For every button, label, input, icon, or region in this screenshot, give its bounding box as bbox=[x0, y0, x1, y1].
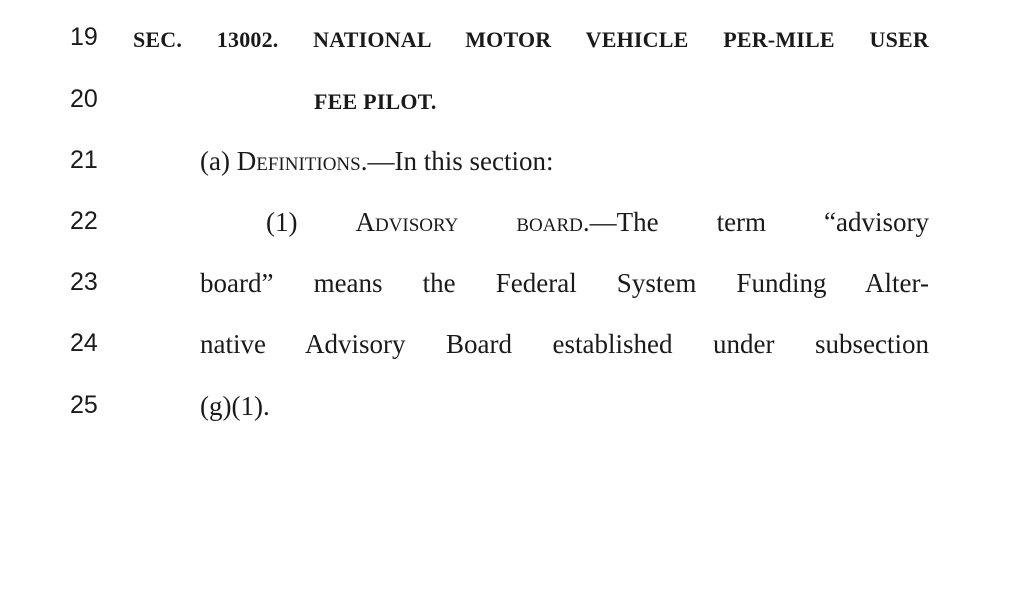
line-number: 23 bbox=[70, 268, 98, 296]
line-number: 24 bbox=[70, 329, 98, 357]
paragraph-text: .—The term “advisory bbox=[582, 207, 929, 237]
paragraph-title: Advisory board bbox=[355, 207, 583, 237]
section-heading: SEC. 13002. NATIONAL MOTOR VEHICLE PER-MILE USER bbox=[133, 27, 929, 52]
line-number: 19 bbox=[70, 23, 98, 51]
body-text: board” means the Federal System Funding Alter- bbox=[200, 268, 929, 298]
body-text: (g)(1). bbox=[200, 391, 270, 421]
body-text: native Advisory Board established under subsection bbox=[200, 329, 929, 359]
document-line-20 bbox=[0, 84, 1024, 146]
subsection-title: Definitions bbox=[236, 146, 361, 176]
document-line-22 bbox=[0, 206, 1024, 268]
paragraph-label: (1) bbox=[266, 207, 356, 237]
document-line-21 bbox=[0, 145, 1024, 207]
document-line-25 bbox=[0, 390, 1024, 452]
subsection-a-heading bbox=[200, 145, 553, 177]
line-number: 21 bbox=[70, 146, 98, 174]
document-line-24 bbox=[0, 328, 1024, 390]
document-line-23 bbox=[0, 267, 1024, 329]
line-number: 22 bbox=[70, 207, 98, 235]
document-line-19 bbox=[0, 22, 1024, 84]
subsection-label: (a) bbox=[200, 146, 237, 176]
line-number: 25 bbox=[70, 391, 98, 419]
paragraph-1-heading bbox=[266, 206, 929, 238]
line-number: 20 bbox=[70, 85, 98, 113]
section-heading-continued: FEE PILOT. bbox=[314, 89, 437, 114]
subsection-text: .—In this section: bbox=[360, 146, 554, 176]
